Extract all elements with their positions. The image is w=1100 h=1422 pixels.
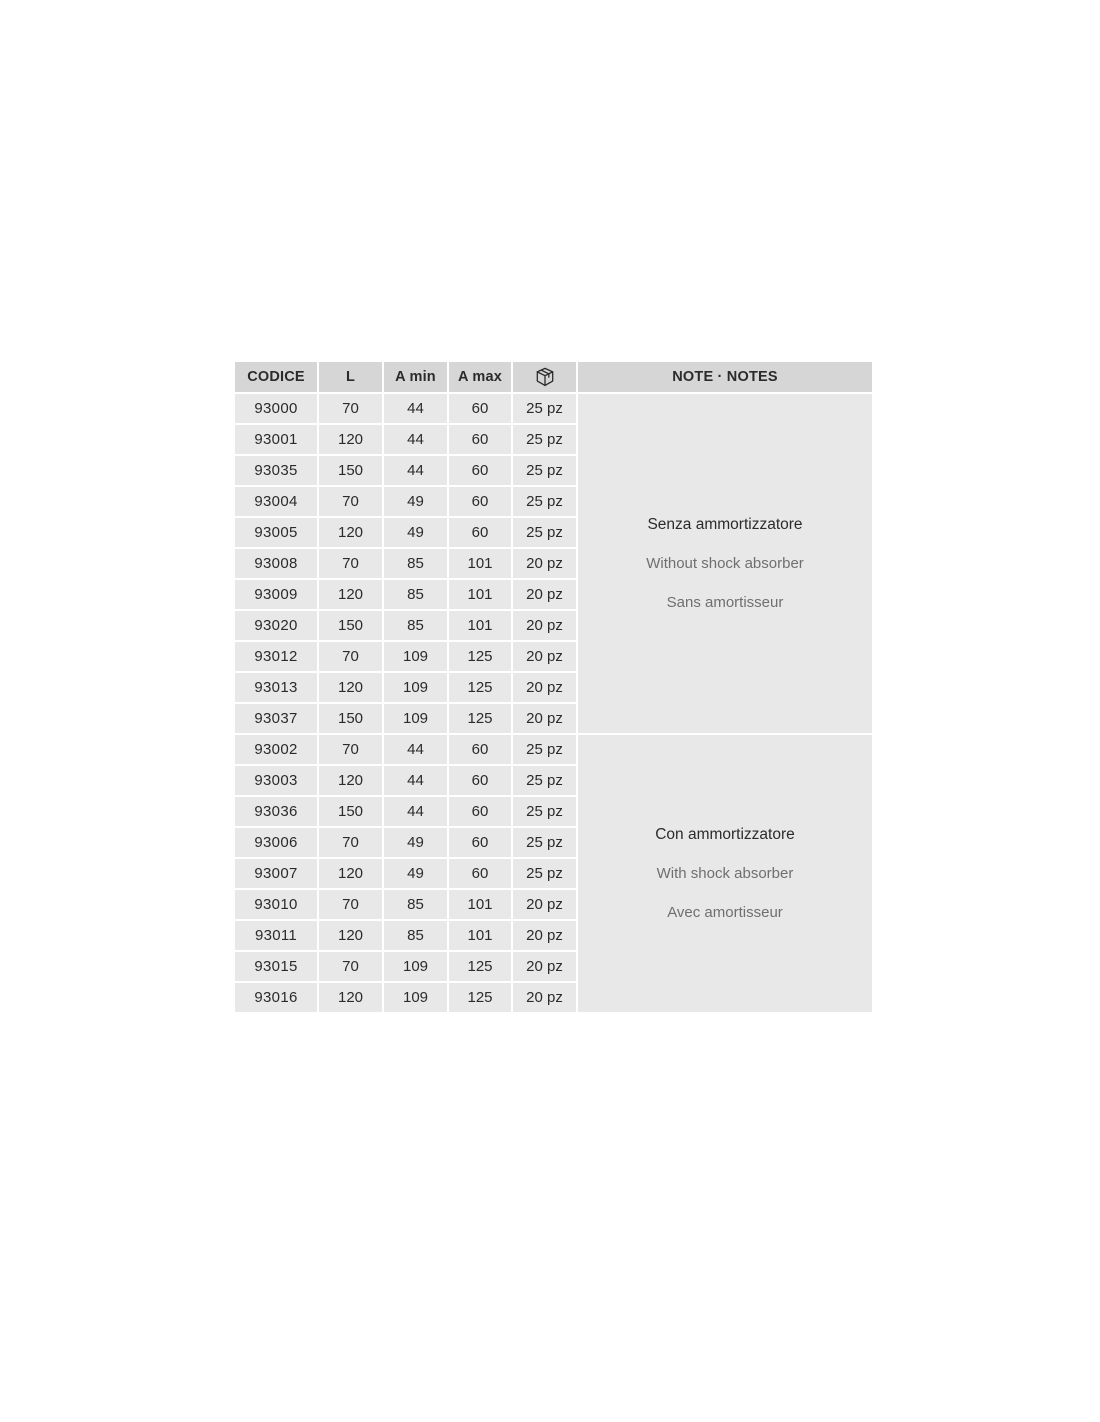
cell-a-max: 60 bbox=[449, 828, 511, 857]
cell-code: 93009 bbox=[235, 580, 317, 609]
cell-a-min: 85 bbox=[384, 549, 447, 578]
cell-a-max: 125 bbox=[449, 673, 511, 702]
cell-a-max: 60 bbox=[449, 766, 511, 795]
cell-a-max: 60 bbox=[449, 487, 511, 516]
note-english: Without shock absorber bbox=[646, 555, 804, 572]
cell-packaging: 25 pz bbox=[513, 518, 576, 547]
cell-code: 93010 bbox=[235, 890, 317, 919]
cell-code: 93011 bbox=[235, 921, 317, 950]
note-italian: Senza ammortizzatore bbox=[647, 516, 803, 533]
table-row bbox=[235, 735, 872, 764]
cell-a-max: 101 bbox=[449, 921, 511, 950]
cell-packaging: 25 pz bbox=[513, 859, 576, 888]
column-header-code: CODICE bbox=[235, 362, 317, 392]
cell-length: 70 bbox=[319, 487, 382, 516]
cell-a-max: 60 bbox=[449, 735, 511, 764]
cell-a-min: 49 bbox=[384, 487, 447, 516]
cell-a-max: 60 bbox=[449, 394, 511, 423]
notes-cell-group-1 bbox=[578, 394, 872, 733]
cell-packaging: 25 pz bbox=[513, 766, 576, 795]
cell-packaging: 25 pz bbox=[513, 456, 576, 485]
column-header-packaging bbox=[513, 362, 576, 392]
table-row bbox=[235, 394, 872, 423]
cell-code: 93037 bbox=[235, 704, 317, 733]
cell-length: 70 bbox=[319, 394, 382, 423]
cell-a-max: 101 bbox=[449, 890, 511, 919]
cell-a-min: 44 bbox=[384, 425, 447, 454]
table-header-row bbox=[235, 362, 872, 392]
cell-a-min: 49 bbox=[384, 859, 447, 888]
cell-length: 150 bbox=[319, 611, 382, 640]
cell-code: 93003 bbox=[235, 766, 317, 795]
table-header bbox=[235, 362, 872, 392]
cell-a-min: 44 bbox=[384, 735, 447, 764]
cell-a-max: 125 bbox=[449, 983, 511, 1012]
cell-packaging: 20 pz bbox=[513, 921, 576, 950]
cell-code: 93005 bbox=[235, 518, 317, 547]
product-spec-table bbox=[233, 360, 874, 1014]
cell-a-max: 125 bbox=[449, 952, 511, 981]
cell-length: 120 bbox=[319, 425, 382, 454]
cell-length: 70 bbox=[319, 952, 382, 981]
cell-a-min: 109 bbox=[384, 952, 447, 981]
cell-length: 120 bbox=[319, 983, 382, 1012]
cell-length: 150 bbox=[319, 797, 382, 826]
cell-packaging: 20 pz bbox=[513, 983, 576, 1012]
cell-a-min: 44 bbox=[384, 456, 447, 485]
cell-packaging: 20 pz bbox=[513, 580, 576, 609]
cell-code: 93002 bbox=[235, 735, 317, 764]
cell-packaging: 25 pz bbox=[513, 394, 576, 423]
cell-length: 70 bbox=[319, 549, 382, 578]
cell-a-max: 60 bbox=[449, 518, 511, 547]
cell-code: 93000 bbox=[235, 394, 317, 423]
cell-length: 120 bbox=[319, 921, 382, 950]
cell-packaging: 25 pz bbox=[513, 828, 576, 857]
cell-packaging: 25 pz bbox=[513, 735, 576, 764]
cell-a-min: 109 bbox=[384, 642, 447, 671]
note-italian: Con ammortizzatore bbox=[655, 826, 795, 843]
cell-a-min: 85 bbox=[384, 580, 447, 609]
cell-code: 93004 bbox=[235, 487, 317, 516]
cell-packaging: 20 pz bbox=[513, 704, 576, 733]
cell-code: 93036 bbox=[235, 797, 317, 826]
cell-a-max: 60 bbox=[449, 425, 511, 454]
column-header-notes-label: NOTE · NOTES bbox=[672, 369, 778, 385]
spec-table-container bbox=[233, 360, 866, 1014]
cell-a-max: 60 bbox=[449, 797, 511, 826]
cell-a-max: 125 bbox=[449, 704, 511, 733]
cell-packaging: 20 pz bbox=[513, 611, 576, 640]
cell-code: 93013 bbox=[235, 673, 317, 702]
column-header-length: L bbox=[319, 362, 382, 392]
cell-a-min: 44 bbox=[384, 394, 447, 423]
cell-packaging: 25 pz bbox=[513, 797, 576, 826]
table-body bbox=[235, 394, 872, 1012]
cell-packaging: 20 pz bbox=[513, 549, 576, 578]
cell-a-min: 109 bbox=[384, 704, 447, 733]
cell-code: 93001 bbox=[235, 425, 317, 454]
cell-length: 70 bbox=[319, 828, 382, 857]
cell-packaging: 20 pz bbox=[513, 642, 576, 671]
note-french: Avec amortisseur bbox=[667, 904, 783, 921]
cell-packaging: 25 pz bbox=[513, 487, 576, 516]
cell-a-max: 101 bbox=[449, 549, 511, 578]
cell-length: 120 bbox=[319, 766, 382, 795]
notes-cell-group-2 bbox=[578, 735, 872, 1012]
cell-length: 120 bbox=[319, 518, 382, 547]
cell-code: 93006 bbox=[235, 828, 317, 857]
note-english: With shock absorber bbox=[656, 865, 794, 882]
cell-a-max: 60 bbox=[449, 859, 511, 888]
cell-length: 120 bbox=[319, 673, 382, 702]
cell-code: 93016 bbox=[235, 983, 317, 1012]
column-header-a-max: A max bbox=[449, 362, 511, 392]
cell-code: 93007 bbox=[235, 859, 317, 888]
cell-packaging: 20 pz bbox=[513, 890, 576, 919]
cell-packaging: 20 pz bbox=[513, 952, 576, 981]
cell-length: 70 bbox=[319, 735, 382, 764]
cell-a-min: 49 bbox=[384, 828, 447, 857]
box-icon bbox=[534, 366, 556, 388]
cell-length: 70 bbox=[319, 890, 382, 919]
cell-code: 93035 bbox=[235, 456, 317, 485]
cell-code: 93012 bbox=[235, 642, 317, 671]
cell-length: 150 bbox=[319, 456, 382, 485]
cell-packaging: 25 pz bbox=[513, 425, 576, 454]
cell-code: 93020 bbox=[235, 611, 317, 640]
cell-a-min: 109 bbox=[384, 673, 447, 702]
cell-a-max: 60 bbox=[449, 456, 511, 485]
cell-length: 120 bbox=[319, 580, 382, 609]
cell-a-max: 101 bbox=[449, 580, 511, 609]
cell-length: 70 bbox=[319, 642, 382, 671]
cell-length: 150 bbox=[319, 704, 382, 733]
cell-length: 120 bbox=[319, 859, 382, 888]
cell-code: 93015 bbox=[235, 952, 317, 981]
cell-a-max: 125 bbox=[449, 642, 511, 671]
cell-a-min: 49 bbox=[384, 518, 447, 547]
cell-code: 93008 bbox=[235, 549, 317, 578]
cell-a-min: 44 bbox=[384, 797, 447, 826]
cell-packaging: 20 pz bbox=[513, 673, 576, 702]
note-french: Sans amortisseur bbox=[666, 594, 784, 611]
column-header-notes bbox=[578, 362, 872, 392]
column-header-a-min: A min bbox=[384, 362, 447, 392]
cell-a-min: 109 bbox=[384, 983, 447, 1012]
cell-a-max: 101 bbox=[449, 611, 511, 640]
cell-a-min: 85 bbox=[384, 921, 447, 950]
cell-a-min: 44 bbox=[384, 766, 447, 795]
cell-a-min: 85 bbox=[384, 890, 447, 919]
cell-a-min: 85 bbox=[384, 611, 447, 640]
